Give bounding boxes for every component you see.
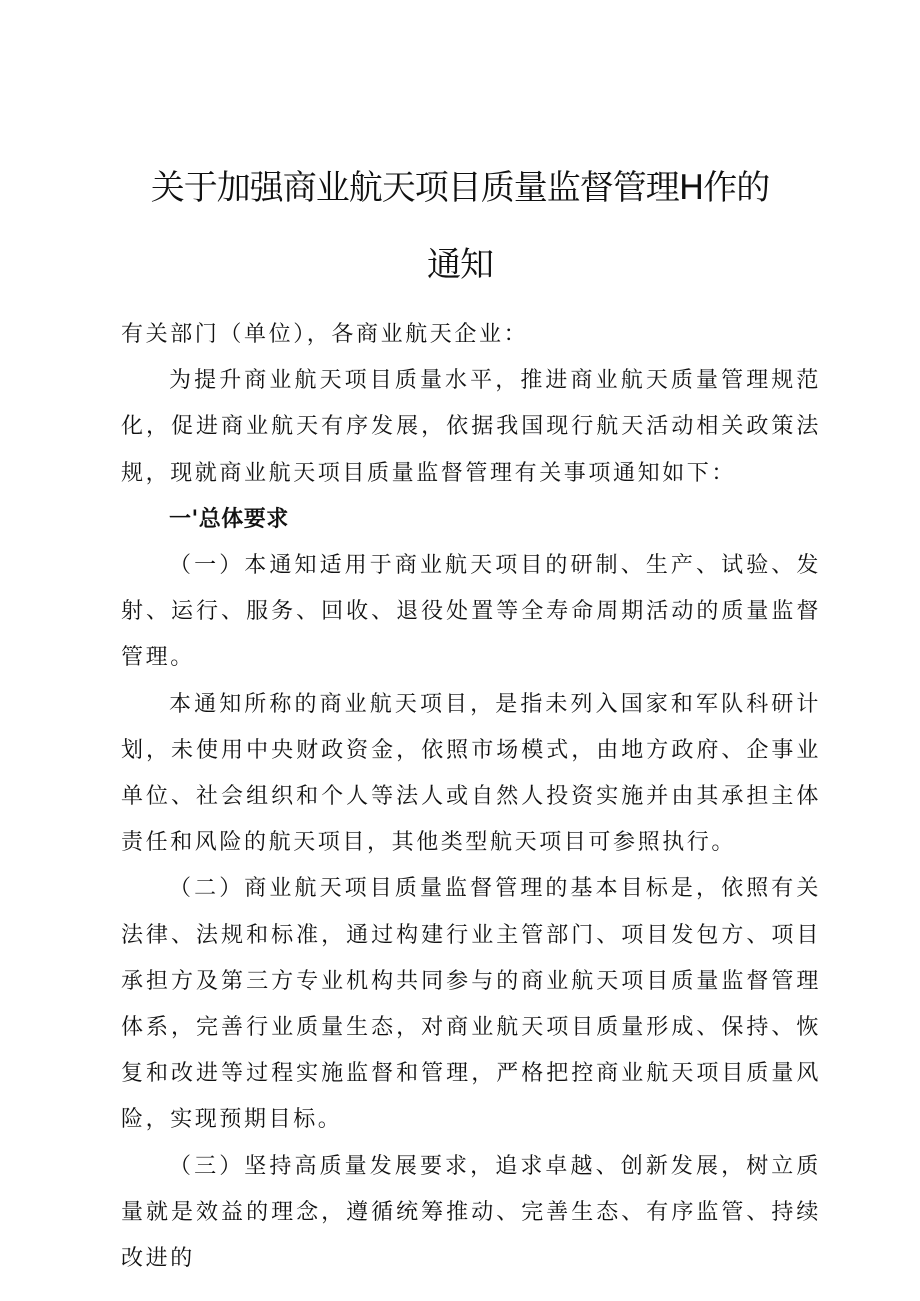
- section-heading-general-requirements: 一'总体要求: [169, 506, 289, 532]
- paragraph-item-3: （三）坚持高质量发展要求，追求卓越、创新发展，树立质量就是效益的理念，遵循统筹推动、完善生态、有序监管、持续改进的: [121, 1153, 821, 1272]
- salutation: 有关部门（单位），各商业航天企业：: [121, 322, 529, 347]
- paragraph-item-2: （二）商业航天项目质量监督管理的基本目标是，依照有关法律、法规和标准，通过构建行业主管部门、项目发包方、项目承担方及第三方专业机构共同参与的商业航天项目质量监督管理体系，完善行业质量生态，对商业航天项目质量形成、保持、恢复和改进等过程实施监督和管理，严格把控商业航天项目质量风险，实现预期目标。: [121, 876, 821, 1133]
- document-title-line1: 关于加强商业航天项目质量监督管理H作的: [150, 168, 770, 208]
- paragraph-intro: 为提升商业航天项目质量水平，推进商业航天质量管理规范化，促进商业航天有序发展，依据我国现行航天活动相关政策法规，现就商业航天项目质量监督管理有关事项通知如下：: [121, 368, 821, 486]
- document-body: [121, 312, 821, 1282]
- document-title-line2: 通知: [427, 245, 493, 285]
- paragraph-definition: 本通知所称的商业航天项目，是指未列入国家和军队科研计划，未使用中央财政资金，依照市场模式，由地方政府、企事业单位、社会组织和个人等法人或自然人投资实施并由其承担主体责任和风险的航天项目，其他类型航天项目可参照执行。: [121, 691, 821, 856]
- paragraph-item-1: （一）本通知适用于商业航天项目的研制、生产、试验、发射、运行、服务、回收、退役处置等全寿命周期活动的质量监督管理。: [121, 553, 821, 671]
